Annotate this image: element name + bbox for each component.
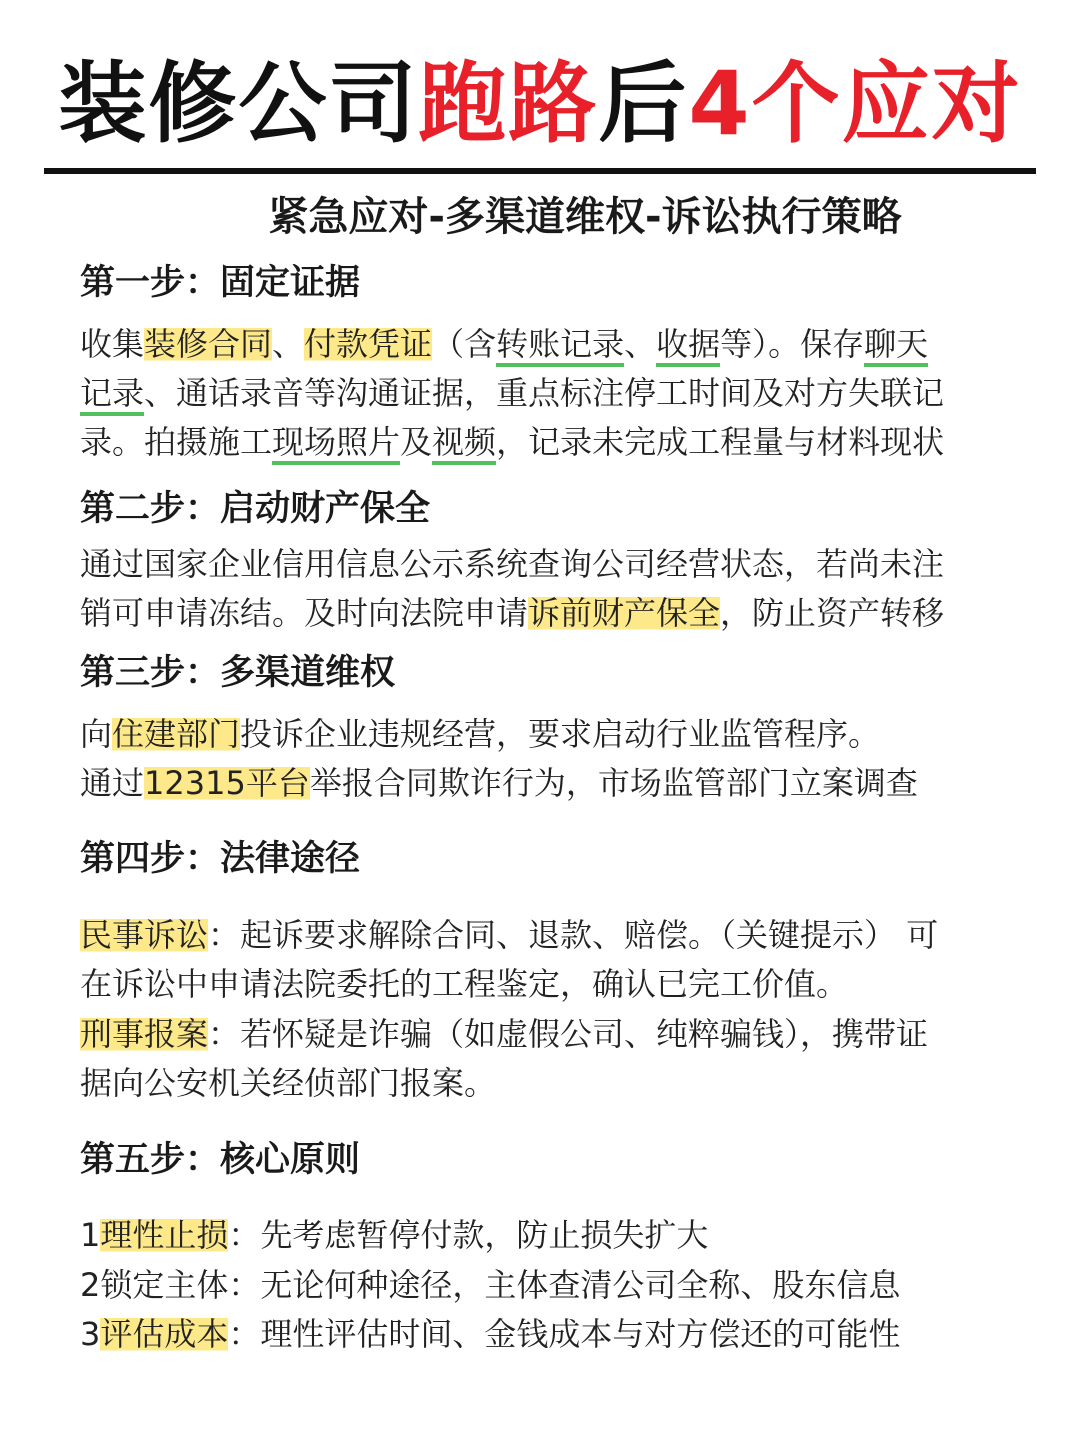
text: ：理性评估时间、金钱成本与对方偿还的可能性: [228, 1315, 901, 1353]
text: ：若怀疑是诈骗（如虚假公司、纯粹骗钱），携带证: [208, 1015, 929, 1053]
text: 举报合同欺诈行为，市场监管部门立案调查: [309, 764, 918, 802]
title-part-4: 4个应对: [688, 52, 1022, 155]
step2-line-1: 通过国家企业信用信息公示系统查询公司经营状态，若尚未注: [80, 545, 945, 583]
text: 、: [272, 325, 305, 363]
text: 收集: [80, 325, 145, 363]
step4-line-2: 在诉讼中申请法院委托的工程鉴定，确认已完工价值。: [80, 965, 849, 1003]
text: （含: [432, 325, 497, 363]
step2-line-2: [80, 589, 944, 638]
highlight-housing-dept: 住建部门: [112, 715, 241, 753]
underline-transfer-record: 转账记录: [496, 325, 624, 367]
step3-line-2: [80, 759, 918, 808]
text: 销可申请冻结。及时向法院申请: [80, 594, 529, 632]
text: 等）。保存: [720, 325, 865, 363]
step1-line-1: [80, 320, 928, 369]
underline-receipt: 收据: [656, 325, 720, 367]
highlight-assess-cost: 评估成本: [100, 1315, 229, 1353]
highlight-contract: 装修合同: [144, 325, 273, 363]
subtitle: 紧急应对-多渠道维权-诉讼执行策略: [268, 194, 902, 240]
underline-video: 视频: [432, 423, 496, 465]
text: 投诉企业违规经营，要求启动行业监管程序。: [240, 715, 881, 753]
highlight-preservation: 诉前财产保全: [528, 594, 721, 632]
step3-heading: 第三步：多渠道维权: [80, 653, 396, 693]
title-part-2: 跑路: [418, 52, 599, 155]
text: 通过: [80, 764, 145, 802]
text: 、: [624, 325, 657, 363]
highlight-criminal-report: 刑事报案: [80, 1015, 209, 1053]
text: 录。拍摄施工: [80, 423, 273, 461]
step1-line-3: [80, 418, 944, 467]
title-part-3: 后: [598, 52, 689, 155]
text: 1: [80, 1216, 101, 1254]
text: ，记录未完成工程量与材料现状: [496, 423, 945, 461]
text: 、通话录音等沟通证据，重点标注停工时间及对方失联记: [144, 374, 945, 412]
text: ：先考虑暂停付款，防止损失扩大: [228, 1216, 709, 1254]
text: 向: [80, 715, 113, 753]
highlight-civil-suit: 民事诉讼: [80, 916, 209, 954]
highlight-12315: 12315平台: [144, 764, 310, 802]
step5-line-3: [80, 1310, 900, 1359]
highlight-rational-stop-loss: 理性止损: [100, 1216, 229, 1254]
step2-heading: 第二步：启动财产保全: [80, 489, 431, 529]
page-title: [0, 52, 1080, 156]
step1-line-2: [80, 369, 944, 418]
text: ：起诉要求解除合同、退款、赔偿。（关键提示） 可: [208, 916, 939, 954]
step4-heading: 第四步：法律途径: [80, 839, 361, 879]
underline-site-photos: 现场照片: [272, 423, 400, 465]
step4-line-1: [80, 911, 938, 960]
step3-line-1: [80, 710, 880, 759]
step4-line-4: 据向公安机关经侦部门报案。: [80, 1064, 497, 1102]
step1-heading: 第一步：固定证据: [80, 263, 361, 303]
text: 及: [400, 423, 433, 461]
title-part-1: 装修公司: [58, 52, 419, 155]
highlight-payment-proof: 付款凭证: [304, 325, 433, 363]
step5-line-1: [80, 1211, 708, 1260]
title-divider: [44, 168, 1036, 174]
step4-line-3: [80, 1010, 928, 1059]
text: ，防止资产转移: [720, 594, 945, 632]
step5-line-2: 2锁定主体：无论何种途径，主体查清公司全称、股东信息: [80, 1266, 901, 1304]
underline-record: 记录: [80, 374, 144, 416]
text: 3: [80, 1315, 101, 1353]
underline-chat: 聊天: [864, 325, 928, 367]
step5-heading: 第五步：核心原则: [80, 1140, 361, 1180]
